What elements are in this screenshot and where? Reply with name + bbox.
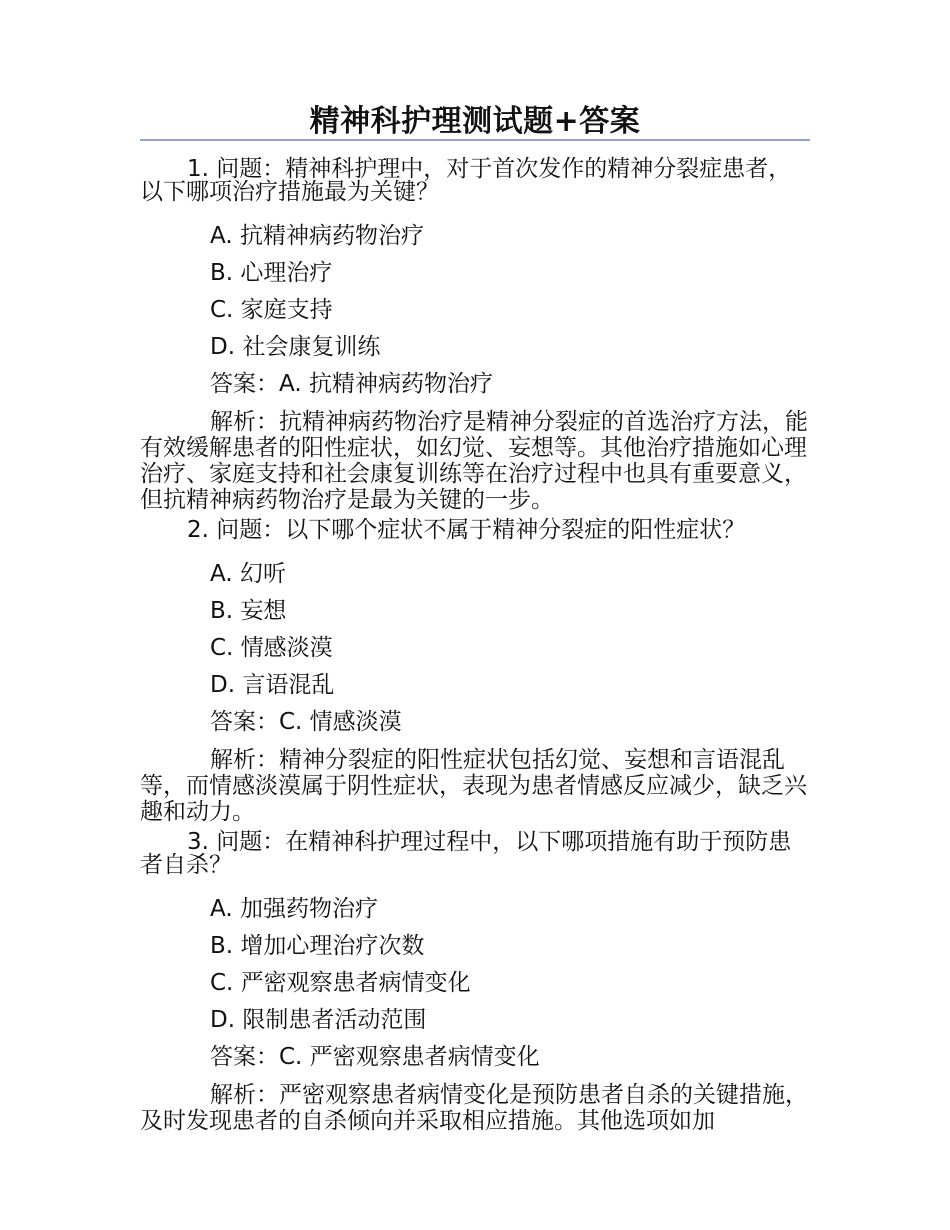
option-c: C. 情感淡漠 bbox=[210, 635, 333, 661]
question-block-2 bbox=[140, 519, 810, 825]
option-c: C. 家庭支持 bbox=[210, 297, 333, 323]
question-text: 3. 问题：在精神科护理过程中，以下哪项措施有助于预防患者自杀？ bbox=[140, 829, 792, 878]
question-block-1 bbox=[140, 158, 810, 513]
answer-text: 答案：C. 情感淡漠 bbox=[210, 709, 402, 735]
option-a: A. 幻听 bbox=[210, 561, 286, 587]
option-a: A. 加强药物治疗 bbox=[210, 896, 378, 922]
page-title: 精神科护理测试题+答案 bbox=[309, 104, 641, 139]
analysis-text: 解析：严密观察患者病情变化是预防患者自杀的关键措施，及时发现患者的自杀倾向并采取相应措施。其他选项如加 bbox=[140, 1082, 808, 1134]
option-a: A. 抗精神病药物治疗 bbox=[210, 223, 424, 249]
option-d: D. 社会康复训练 bbox=[210, 334, 381, 360]
analysis-text: 解析：精神分裂症的阳性症状包括幻觉、妄想和言语混乱等，而情感淡漠属于阴性症状，表现为患者情感反应减少，缺乏兴趣和动力。 bbox=[140, 747, 807, 825]
question-block-3 bbox=[140, 831, 810, 1134]
document-body bbox=[140, 158, 810, 1140]
option-d: D. 限制患者活动范围 bbox=[210, 1007, 427, 1033]
option-d: D. 言语混乱 bbox=[210, 672, 335, 698]
question-text: 1. 问题：精神科护理中，对于首次发作的精神分裂症患者，以下哪项治疗措施最为关键？ bbox=[140, 156, 792, 205]
option-b: B. 心理治疗 bbox=[210, 260, 333, 286]
question-text: 2. 问题：以下哪个症状不属于精神分裂症的阳性症状？ bbox=[187, 517, 746, 543]
option-c: C. 严密观察患者病情变化 bbox=[210, 970, 471, 996]
title-underline bbox=[140, 139, 810, 141]
option-b: B. 妄想 bbox=[210, 598, 287, 624]
answer-text: 答案：C. 严密观察患者病情变化 bbox=[210, 1044, 540, 1070]
analysis-text: 解析：抗精神病药物治疗是精神分裂症的首选治疗方法，能有效缓解患者的阳性症状，如幻觉、妄想等。其他治疗措施如心理治疗、家庭支持和社会康复训练等在治疗过程中也具有重要意义，但抗精神病药物治疗是最为关键的一步。 bbox=[140, 409, 808, 513]
answer-text: 答案：A. 抗精神病药物治疗 bbox=[210, 371, 493, 397]
option-b: B. 增加心理治疗次数 bbox=[210, 933, 425, 959]
